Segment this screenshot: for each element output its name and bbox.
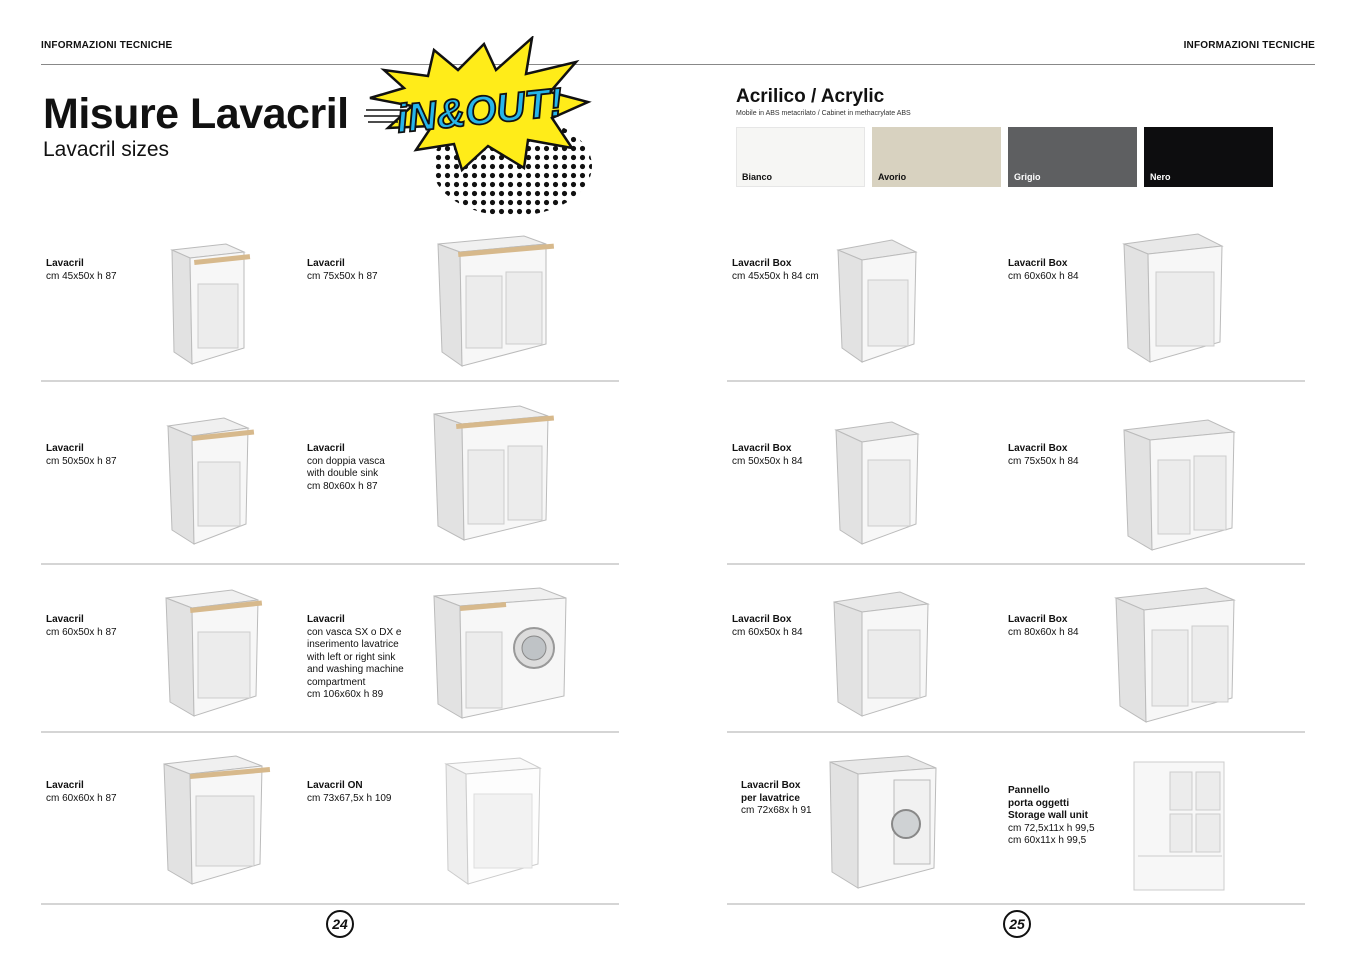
product-label: Lavacril ON cm 73x67,5x h 109: [307, 780, 392, 804]
product-label: Lavacril cm 60x50x h 87: [46, 614, 117, 638]
row-divider: [41, 563, 619, 565]
product-label: Lavacril Box cm 80x60x h 84: [1008, 614, 1079, 638]
lavacril-60x60-image: [160, 752, 272, 886]
lavacril-45x50-image: [164, 236, 254, 368]
lavacril-on-image: [444, 756, 542, 886]
swatch-nero: [1144, 127, 1273, 187]
page-number-right: 25: [1003, 910, 1031, 938]
lavacril-box-45x50-image: [836, 238, 920, 364]
product-label: Lavacril con doppia vasca with double sink cm 80x60x h 87: [307, 443, 385, 492]
swatch-label: Avorio: [878, 172, 907, 182]
product-label: Lavacril Box per lavatrice cm 72x68x h 91: [741, 780, 812, 816]
logo-text: iN&OUT!: [394, 80, 565, 142]
swatch-label: Grigio: [1014, 172, 1041, 182]
product-label: Lavacril cm 60x60x h 87: [46, 780, 117, 804]
lavacril-box-60x50-image: [832, 590, 930, 718]
lavacril-box-75x50-image: [1122, 418, 1236, 552]
product-label: Lavacril Box cm 60x50x h 84: [732, 614, 803, 638]
lavacril-double-sink-image: [430, 402, 558, 542]
lavacril-box-80x60-image: [1114, 586, 1236, 724]
row-divider: [727, 903, 1305, 905]
row-divider: [727, 563, 1305, 565]
row-divider: [41, 380, 619, 382]
swatch-label: Nero: [1150, 172, 1171, 182]
swatch-avorio: [872, 127, 1001, 187]
product-label: Pannello porta oggetti Storage wall unit cm 72,5x11x h 99,5 cm 60x11x h 99,5: [1008, 785, 1095, 846]
lavacril-75x50-image: [434, 232, 558, 368]
product-label: Lavacril Box cm 45x50x h 84 cm: [732, 258, 819, 282]
product-label: Lavacril Box cm 75x50x h 84: [1008, 443, 1079, 467]
acrylic-title: Acrilico / Acrylic: [736, 86, 885, 107]
product-label: Lavacril cm 50x50x h 87: [46, 443, 117, 467]
product-label: Lavacril Box cm 60x60x h 84: [1008, 258, 1079, 282]
product-label: Lavacril Box cm 50x50x h 84: [732, 443, 803, 467]
in-and-out-logo: [362, 36, 594, 218]
row-divider: [727, 380, 1305, 382]
product-label: Lavacril con vasca SX o DX e inserimento lavatrice with left or right sink and washing machine compartment cm 106x60x h 89: [307, 614, 404, 700]
swatch-grigio: [1008, 127, 1137, 187]
lavacril-50x50-image: [164, 412, 258, 546]
row-divider: [727, 731, 1305, 733]
product-label: Lavacril cm 45x50x h 87: [46, 258, 117, 282]
lavacril-box-50x50-image: [834, 420, 922, 546]
page-header-left: INFORMAZIONI TECNICHE: [41, 40, 173, 51]
lavacril-box-lavatrice-image: [828, 754, 940, 890]
row-divider: [41, 903, 619, 905]
swatch-bianco: [736, 127, 865, 187]
swatch-label: Bianco: [742, 172, 773, 182]
page-header-right: INFORMAZIONI TECNICHE: [1183, 40, 1315, 51]
lavacril-60x50-image: [162, 586, 266, 718]
storage-wall-unit-image: [1132, 760, 1226, 892]
page-title: Misure Lavacril: [43, 90, 349, 138]
page-subtitle: Lavacril sizes: [43, 138, 170, 161]
lavacril-washing-machine-image: [430, 584, 570, 720]
lavacril-box-60x60-image: [1122, 232, 1226, 364]
acrylic-subtitle: Mobile in ABS metacrilato / Cabinet in methacrylate ABS: [736, 110, 911, 117]
product-label: Lavacril cm 75x50x h 87: [307, 258, 378, 282]
page-number-left: 24: [326, 910, 354, 938]
row-divider: [41, 731, 619, 733]
header-divider: [41, 64, 1315, 65]
